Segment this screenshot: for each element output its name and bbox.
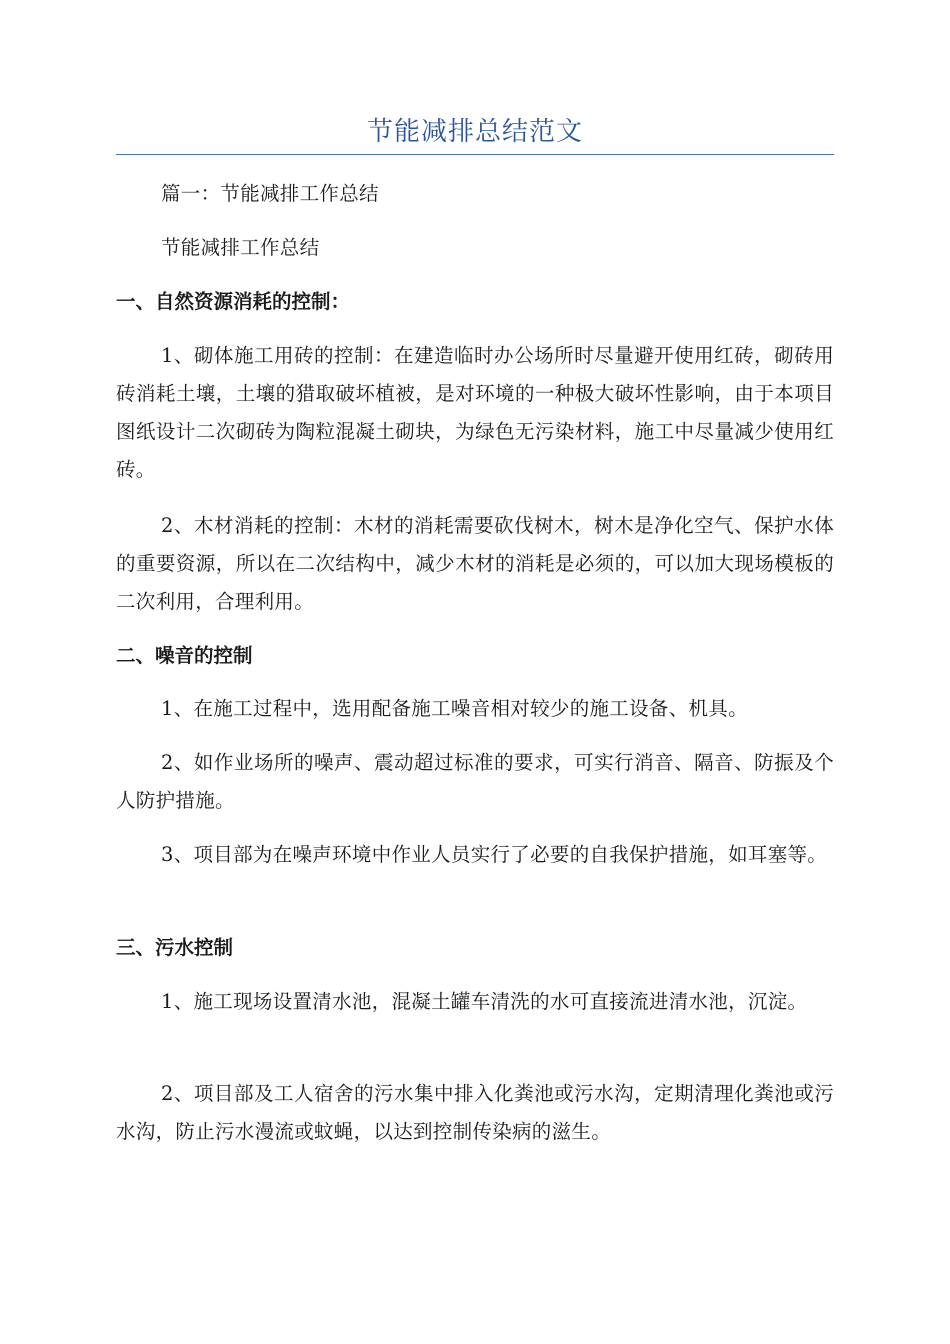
paragraph-brick-control: 1、砌体施工用砖的控制：在建造临时办公场所时尽量避开使用红砖，砌砖用砖消耗土壤，土壤的猎取破坏植被，是对环境的一种极大破坏性影响，由于本项目图纸设计二次砌砖为陶粒混凝土砌块，为绿色无污染材料，施工中尽量减少使用红砖。 <box>116 344 834 481</box>
title-underline <box>116 154 834 155</box>
section-heading-sewage: 三、污水控制 <box>116 936 234 959</box>
paragraph-noise-measures: 2、如作业场所的噪声、震动超过标准的要求，可实行消音、隔音、防振及个人防护措施。 <box>116 751 834 812</box>
paragraph-noise-equipment: 1、在施工过程中，选用配备施工噪音相对较少的施工设备、机具。 <box>161 697 748 720</box>
document-title: 节能减排总结范文 <box>366 117 583 147</box>
paragraph-subtitle: 节能减排工作总结 <box>161 236 320 259</box>
paragraph-septic-tank: 2、项目部及工人宿舍的污水集中排入化粪池或污水沟，定期清理化粪池或污水沟，防止污水漫流或蚊蝇，以达到控制传染病的滋生。 <box>116 1082 834 1143</box>
section-heading-resources: 一、自然资源消耗的控制： <box>116 290 351 313</box>
paragraph-wood-control: 2、木材消耗的控制：木材的消耗需要砍伐树木，树木是净化空气、保护水体的重要资源，所以在二次结构中，减少木材的消耗是必须的，可以加大现场模板的二次利用，合理利用。 <box>116 514 834 613</box>
section-heading-noise: 二、噪音的控制 <box>116 644 253 667</box>
paragraph-article-label: 篇一：节能减排工作总结 <box>161 182 379 205</box>
paragraph-noise-protection: 3、项目部为在噪声环境中作业人员实行了必要的自我保护措施，如耳塞等。 <box>161 843 828 866</box>
paragraph-clear-water-pool: 1、施工现场设置清水池，混凝土罐车清洗的水可直接流进清水池，沉淀。 <box>161 990 808 1013</box>
